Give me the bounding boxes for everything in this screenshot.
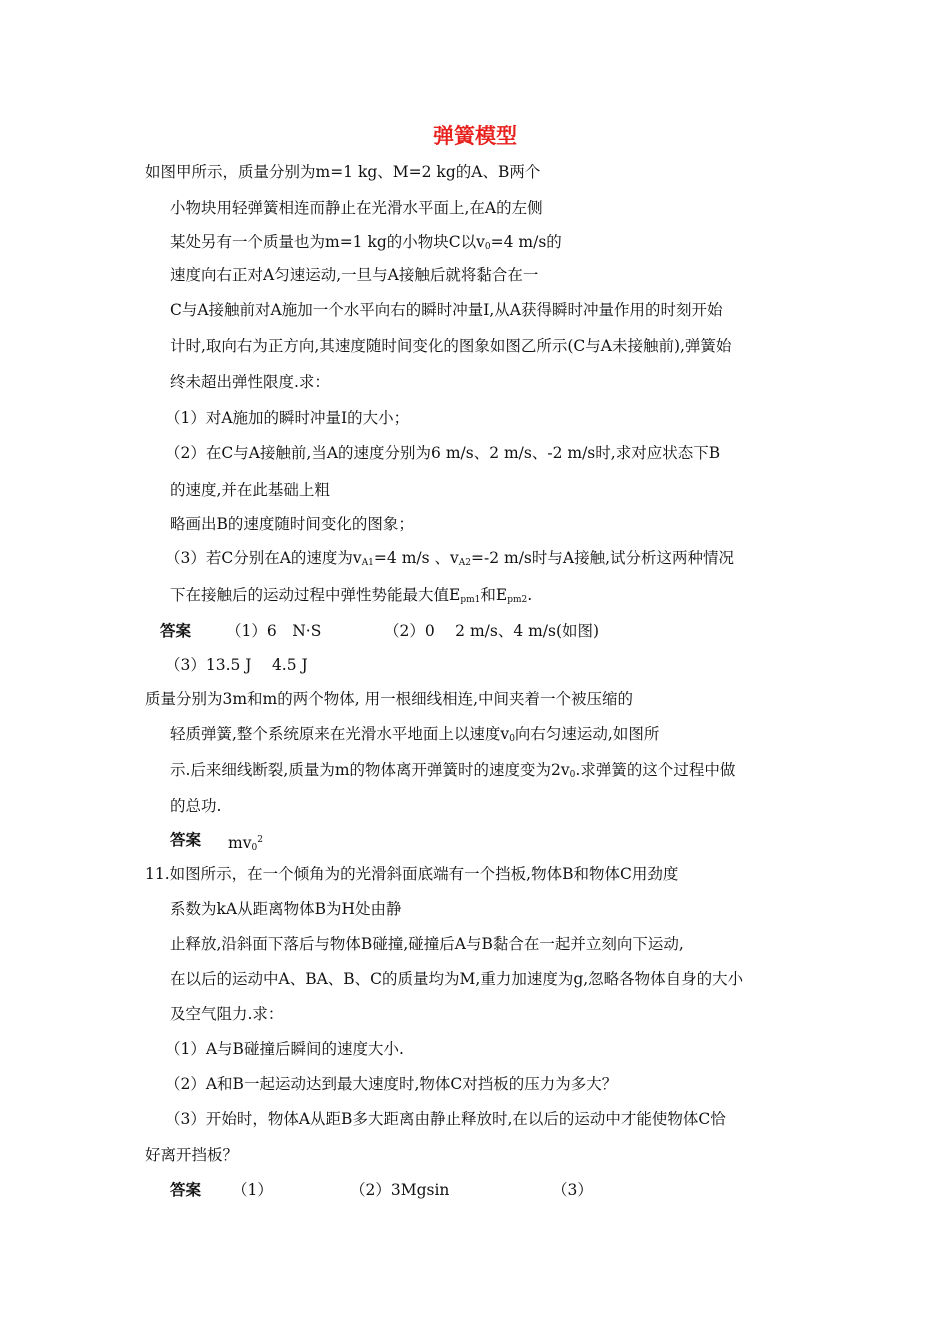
q1-answer-label: 答案 [160, 622, 192, 640]
q3-line-4: 在以后的运动中A、BA、B、C的质量均为M,重力加速度为g,忽略各物体自身的大小 [170, 970, 744, 988]
q3-line-9: 好离开挡板？ [145, 1146, 239, 1164]
q2-line-3: 示.后来细线断裂,质量为m的物体离开弹簧时的速度变为$2v_0$.求弹簧的这个过程中做 [170, 761, 736, 780]
q3-sub-question-1: （1）A与B碰撞后瞬间的速度大小. [165, 1040, 404, 1058]
q3-line-3: 止释放,沿斜面下落后与物体B碰撞,碰撞后A与B黏合在一起并立刻向下运动, [170, 935, 684, 953]
q1-line-13: 下在接触后的运动过程中弹性势能最大值$E_{pm1}$和$E_{pm2}$. [170, 586, 533, 605]
q3-sub-question-3: （3）开始时，物体A从距B多大距离由静止释放时,在以后的运动中才能使物体C恰 [165, 1110, 726, 1128]
q1-sub-question-2: （2）在C与A接触前,当A的速度分别为6 m/s、2 m/s、-2 m/s时,求对应状态下B [165, 444, 721, 462]
q2-line-4: 的总功. [170, 797, 222, 815]
q1-line-2: 小物块用轻弹簧相连而静止在光滑水平面上,在A的左侧 [170, 199, 543, 217]
q1-line-6: 计时,取向右为正方向,其速度随时间变化的图象如图乙所示(C与A未接触前),弹簧始 [170, 337, 732, 355]
q3-line-5: 及空气阻力.求： [170, 1005, 284, 1023]
q3-answer-label: 答案 [170, 1181, 202, 1199]
q3-line-1: 11.如图所示，在一个倾角为的光滑斜面底端有一个挡板,物体B和物体C用劲度 [145, 865, 679, 883]
q1-line-3: 某处另有一个质量也为m=1 kg的小物块C以$v_0=4$ m/s的 [170, 233, 562, 252]
q3-line-2: 系数为kA从距离物体B为H处由静 [170, 900, 402, 918]
q1-sub-question-1: （1）对A施加的瞬时冲量I的大小； [165, 409, 410, 427]
q2-answer: $mv_0^2$ [228, 834, 263, 853]
q3-answer-1: （1） [232, 1181, 273, 1199]
q1-answer-3: （3）13.5 J 4.5 J [165, 656, 308, 674]
q1-answer-2: （2）0 2 m/s、4 m/s(如图) [384, 622, 600, 640]
q1-sub-question-3: （3）若C分别在A的速度为$v_{A1}=4$ m/s 、$v_{A2}=-2$ m/s时与A接触,试分析这两种情况 [165, 549, 735, 568]
q1-line-1: 如图甲所示，质量分别为m=1 kg、M=2 kg的A、B两个 [145, 163, 541, 181]
q1-line-4: 速度向右正对A匀速运动,一旦与A接触后就将黏合在一 [170, 266, 539, 284]
q1-line-7: 终未超出弹性限度.求： [170, 373, 330, 391]
q1-line-11: 略画出B的速度随时间变化的图象； [170, 515, 414, 533]
q1-answer-1: （1）6 N·S [226, 622, 322, 640]
q2-answer-label: 答案 [170, 831, 202, 849]
q3-sub-question-2: （2）A和B一起运动达到最大速度时,物体C对挡板的压力为多大？ [165, 1075, 618, 1093]
q1-line-10: 的速度,并在此基础上粗 [170, 481, 330, 499]
q2-line-1: 质量分别为3m和m的两个物体, 用一根细线相连,中间夹着一个被压缩的 [145, 690, 634, 708]
q2-line-2: 轻质弹簧,整个系统原来在光滑水平地面上以速度$v_0$向右匀速运动,如图所 [170, 725, 660, 744]
q1-line-5: C与A接触前对A施加一个水平向右的瞬时冲量I,从A获得瞬时冲量作用的时刻开始 [170, 301, 723, 319]
q3-answer-3: （3） [552, 1181, 593, 1199]
q3-answer-2: （2）3Mgsin [350, 1181, 450, 1199]
page-title: 弹簧模型 [433, 124, 517, 148]
